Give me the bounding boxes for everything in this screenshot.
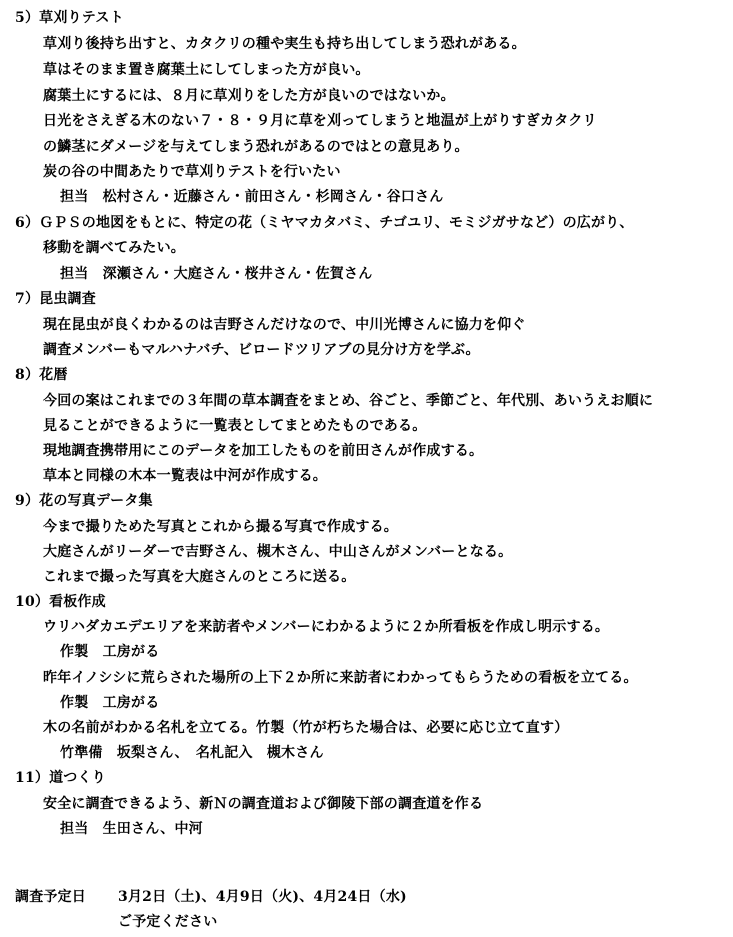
section-8-line-2: 見ることができるように一覧表としてまとめたものである。 bbox=[43, 418, 427, 434]
section-5-line-1: 草刈り後持ち出すと、カタクリの種や実生も持ち出してしまう恐れがある。 bbox=[43, 36, 526, 52]
section-10-maker-2: 作製 工房がる bbox=[60, 695, 160, 711]
section-6-heading: 6）ＧＰＳの地図をもとに、特定の花（ミヤマカタバミ、チゴユリ、モミジガサなど）の広がり、 bbox=[15, 215, 634, 231]
schedule-note: ご予定ください bbox=[118, 914, 218, 930]
section-9-line-3: これまで撮った写真を大庭さんのところに送る。 bbox=[43, 569, 356, 585]
section-10-line-1: ウリハダカエデエリアを来訪者やメンバーにわかるように２か所看板を作成し明示する。 bbox=[43, 619, 610, 635]
section-7-line-2: 調査メンバーもマルハナバチ、ビロードツリアブの見分け方を学ぶ。 bbox=[43, 342, 480, 358]
section-5-line-6: 炭の谷の中間あたりで草刈りテストを行いたい bbox=[43, 164, 341, 180]
section-8-heading: 8）花暦 bbox=[15, 367, 68, 383]
section-10-maker-1: 作製 工房がる bbox=[60, 644, 160, 660]
section-5-heading: 5）草刈りテスト bbox=[15, 10, 124, 26]
schedule-dates: 3月2日（土)、4月9日（火)、4月24日（水) bbox=[118, 889, 407, 905]
section-8-line-3: 現地調査携帯用にこのデータを加工したものを前田さんが作成する。 bbox=[43, 443, 484, 459]
section-8-line-1: 今回の案はこれまでの３年間の草本調査をまとめ、谷ごと、季節ごと、年代別、あいうえお順に bbox=[43, 393, 654, 409]
section-10-line-3: 木の名前がわかる名札を立てる。竹製（竹が朽ちた場合は、必要に応じ立て直す） bbox=[43, 720, 569, 736]
section-10-heading: 10）看板作成 bbox=[15, 594, 106, 610]
schedule-label: 調査予定日 bbox=[15, 889, 86, 905]
section-8-line-4: 草本と同様の木本一覧表は中河が作成する。 bbox=[43, 468, 327, 484]
section-10-line-2: 昨年イノシシに荒らされた場所の上下２か所に来訪者にわかってもらうための看板を立てる。 bbox=[43, 670, 638, 686]
section-5-line-5: の鱗茎にダメージを与えてしまう恐れがあるのではとの意見あり。 bbox=[43, 139, 469, 155]
section-11-heading: 11）道つくり bbox=[15, 770, 106, 786]
section-7-line-1: 現在昆虫が良くわかるのは吉野さんだけなので、中川光博さんに協力を仰ぐ bbox=[43, 317, 526, 333]
section-11-staff: 担当 生田さん、中河 bbox=[60, 821, 203, 837]
section-6-line-1: 移動を調べてみたい。 bbox=[43, 240, 185, 256]
section-7-heading: 7）昆虫調査 bbox=[15, 291, 96, 307]
section-9-line-2: 大庭さんがリーダーで吉野さん、槻木さん、中山さんがメンバーとなる。 bbox=[43, 544, 513, 560]
section-11-line-1: 安全に調査できるよう、新Ｎの調査道および御陵下部の調査道を作る bbox=[43, 796, 484, 812]
section-5-line-4: 日光をさえぎる木のない７・８・９月に草を刈ってしまうと地温が上がりすぎカタクリ bbox=[43, 113, 597, 129]
section-5-line-3: 腐葉土にするには、８月に草刈りをした方が良いのではないか。 bbox=[43, 88, 455, 104]
section-5-staff: 担当 松村さん・近藤さん・前田さん・杉岡さん・谷口さん bbox=[60, 189, 444, 205]
section-5-line-2: 草はそのまま置き腐葉土にしてしまった方が良い。 bbox=[43, 62, 370, 78]
section-10-prep: 竹準備 坂梨さん、 名札記入 槻木さん bbox=[60, 745, 324, 761]
section-9-line-1: 今まで撮りためた写真とこれから撮る写真で作成する。 bbox=[43, 519, 398, 535]
section-6-staff: 担当 深瀬さん・大庭さん・桜井さん・佐賀さん bbox=[60, 266, 373, 282]
section-9-heading: 9）花の写真データ集 bbox=[15, 493, 153, 509]
